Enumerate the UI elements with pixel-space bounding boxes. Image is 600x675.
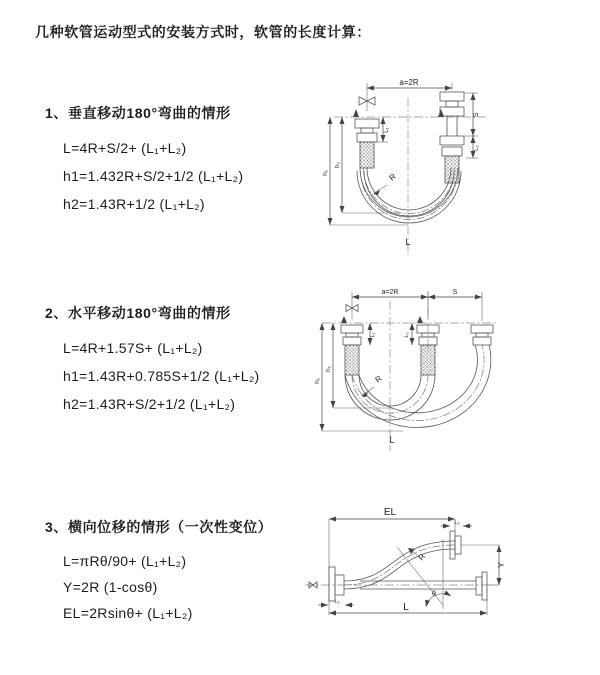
dim-label-h2: h₂: [325, 365, 332, 373]
formula-line: L=πRθ/90+ (L₁+L₂): [63, 553, 187, 569]
section-2-heading: 2、水平移动180°弯曲的情形: [45, 305, 231, 321]
centerlines: [334, 98, 486, 255]
page-title: 几种软管运动型式的安装方式时，软管的长度计算：: [35, 24, 371, 40]
formula-line: h2=1.43R+1/2 (L₁+L₂): [63, 196, 205, 212]
section-lateral-displacement: [45, 517, 272, 626]
dimension-l2: [466, 136, 480, 158]
dim-label-r: R: [416, 552, 428, 563]
dim-label-s: S: [452, 289, 458, 296]
flange-left: [329, 567, 344, 601]
dim-label-h1: h₁: [322, 170, 329, 176]
dim-label-a2r: a=2R: [399, 78, 419, 87]
dim-label-el: EL: [383, 507, 397, 518]
dim-label-l: L: [405, 237, 411, 247]
section-horizontal-bend: [45, 303, 260, 418]
dim-label-y: Y: [497, 562, 506, 568]
dimension-a2r: [367, 78, 452, 111]
dim-label-h2: h₂: [334, 161, 341, 169]
dim-label-l2: L₂: [454, 520, 460, 526]
dimension-s: [464, 93, 480, 136]
formula-line: h1=1.43R+0.785S+1/2 (L₁+L₂): [63, 368, 260, 384]
diagram-lateral-displacement: [300, 493, 600, 655]
formula-line: L=4R+1.57S+ (L₁+L₂): [63, 340, 203, 356]
fitting-fixed-end: [353, 109, 379, 168]
formula-line: h1=1.432R+S/2+1/2 (L₁+L₂): [63, 168, 244, 184]
dim-label-r: R: [387, 171, 398, 183]
hose-arcs: [345, 345, 491, 428]
section-3-heading: 3、横向位移的情形（一次性变位）: [45, 519, 273, 535]
fitting-moving-end-shifted: [471, 325, 493, 345]
dimension-h1: [314, 323, 403, 431]
section-vertical-bend: [45, 103, 243, 218]
dim-label-l: L: [389, 435, 395, 445]
dimension-l1: [370, 323, 376, 345]
formula-line: Y=2R (1-cosθ): [63, 579, 158, 595]
dim-label-l1: L₁: [370, 332, 376, 338]
dim-label-l1: L₁: [334, 599, 340, 605]
diagram-vertical-bend: [308, 73, 600, 268]
dimension-y: [461, 545, 506, 585]
dimension-s: [428, 289, 482, 297]
radius-callout: [361, 374, 384, 397]
fitting-moving-end-start: [417, 316, 439, 375]
flange-original: [360, 572, 487, 600]
diagram-horizontal-bend: [308, 283, 600, 458]
dim-label-l: L: [403, 602, 409, 613]
formula-line: EL=2Rsinθ+ (L₁+L₂): [63, 605, 193, 621]
section-1-heading: 1、垂直移动180°弯曲的情形: [45, 105, 231, 121]
dim-label-a2r: a=2R: [381, 289, 399, 296]
dim-label-h1: h₁: [314, 378, 321, 384]
dim-label-r: R: [373, 373, 384, 385]
dimension-l2: [441, 520, 472, 526]
angle-label-theta: θ: [432, 591, 436, 598]
dimension-el: [329, 507, 455, 615]
fitting-fixed-end: [341, 316, 363, 375]
dimension-l: [329, 600, 487, 615]
formula-line: h2=1.43R+S/2+1/2 (L₁+L₂): [63, 396, 236, 412]
formula-line: L=4R+S/2+ (L₁+L₂): [63, 140, 187, 156]
dim-label-l1: L₁: [384, 127, 390, 133]
radius-callout: [373, 172, 398, 195]
dim-label-l2: L₂: [474, 145, 480, 151]
hose-curve: [344, 541, 455, 589]
dimension-l1: [318, 599, 354, 605]
dimension-a2r: [352, 289, 482, 321]
dim-label-s: S: [471, 112, 480, 118]
dimension-l2: [404, 323, 412, 345]
dim-label-l2: L₂: [404, 332, 410, 338]
